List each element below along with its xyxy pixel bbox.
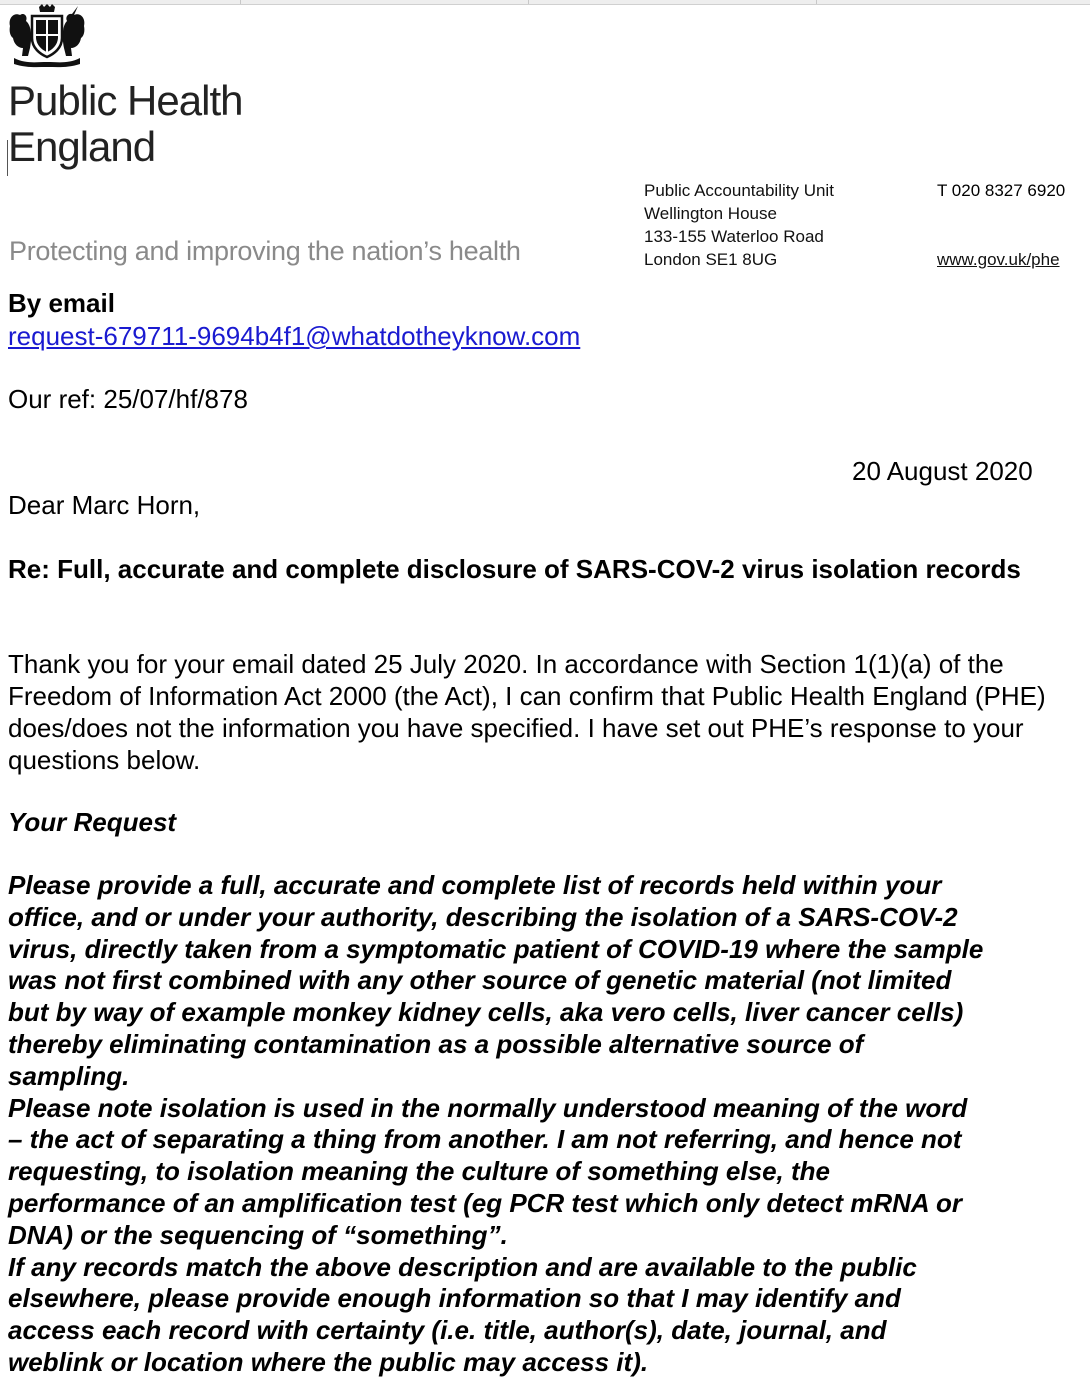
request-line: but by way of example monkey kidney cells, aka vero cells, liver cancer cells) — [8, 997, 964, 1028]
reference-number: Our ref: 25/07/hf/878 — [8, 384, 248, 414]
salutation: Dear Marc Horn, — [8, 490, 201, 520]
request-line: was not first combined with any other source of genetic material (not limited — [8, 965, 952, 996]
request-line: – the act of separating a thing from another. I am not referring, and hence not — [8, 1124, 962, 1155]
request-heading: Your Request — [8, 807, 177, 837]
address-line: London SE1 8UG — [644, 250, 778, 269]
sender-address — [644, 179, 834, 271]
request-line: elsewhere, please provide enough information so that I may identify and — [8, 1283, 901, 1314]
royal-coat-of-arms-icon — [6, 4, 88, 68]
phone-number: T 020 8327 6920 — [937, 181, 1066, 200]
organization-name-line1: Public Health — [8, 77, 243, 124]
delivery-method: By email — [8, 288, 115, 318]
request-line: requesting, to isolation meaning the culture of something else, the — [8, 1156, 830, 1187]
request-line: performance of an amplification test (eg PCR test which only detect mRNA or — [8, 1187, 962, 1218]
request-line: virus, directly taken from a symptomatic patient of COVID-19 where the sample — [8, 933, 984, 964]
body-paragraph: Thank you for your email dated 25 July 2020. In accordance with Section 1(1)(a) of the Freedom of Information Act 2000 (the Act), I can confirm that Public Health England (PHE) does/does not the information you have specified. I have set out PHE’s response to your questions below. — [8, 649, 1046, 775]
address-line: 133-155 Waterloo Road — [644, 227, 824, 246]
subject-line: Re: Full, accurate and complete disclosure of SARS-COV-2 virus isolation records — [8, 554, 1021, 584]
address-line: Public Accountability Unit — [644, 181, 834, 200]
request-line: If any records match the above description and are available to the public — [8, 1251, 917, 1282]
request-line: weblink or location where the public may access it). — [8, 1346, 649, 1377]
website-link[interactable]: www.gov.uk/phe — [937, 250, 1060, 269]
request-line: sampling. — [8, 1060, 130, 1091]
address-line: Wellington House — [644, 204, 777, 223]
request-line: thereby eliminating contamination as a possible alternative source of — [8, 1028, 864, 1059]
request-line: office, and or under your authority, describing the isolation of a SARS-COV-2 — [8, 901, 958, 932]
request-text — [8, 870, 1086, 1379]
document-top-border — [0, 0, 1090, 5]
request-line: access each record with certainty (i.e. title, author(s), date, journal, and — [8, 1315, 887, 1346]
tagline: Protecting and improving the nation’s health — [9, 236, 521, 266]
text-cursor — [7, 140, 8, 176]
request-line: DNA) or the sequencing of “something”. — [8, 1219, 508, 1250]
organization-name-line2: England — [8, 123, 156, 170]
organization-name — [8, 78, 242, 170]
request-line: Please note isolation is used in the normally understood meaning of the word — [8, 1092, 968, 1123]
letter-date: 20 August 2020 — [852, 456, 1033, 486]
recipient-email-link[interactable]: request-679711-9694b4f1@whatdotheyknow.com — [8, 321, 581, 351]
request-line: Please provide a full, accurate and complete list of records held within your — [8, 870, 942, 900]
